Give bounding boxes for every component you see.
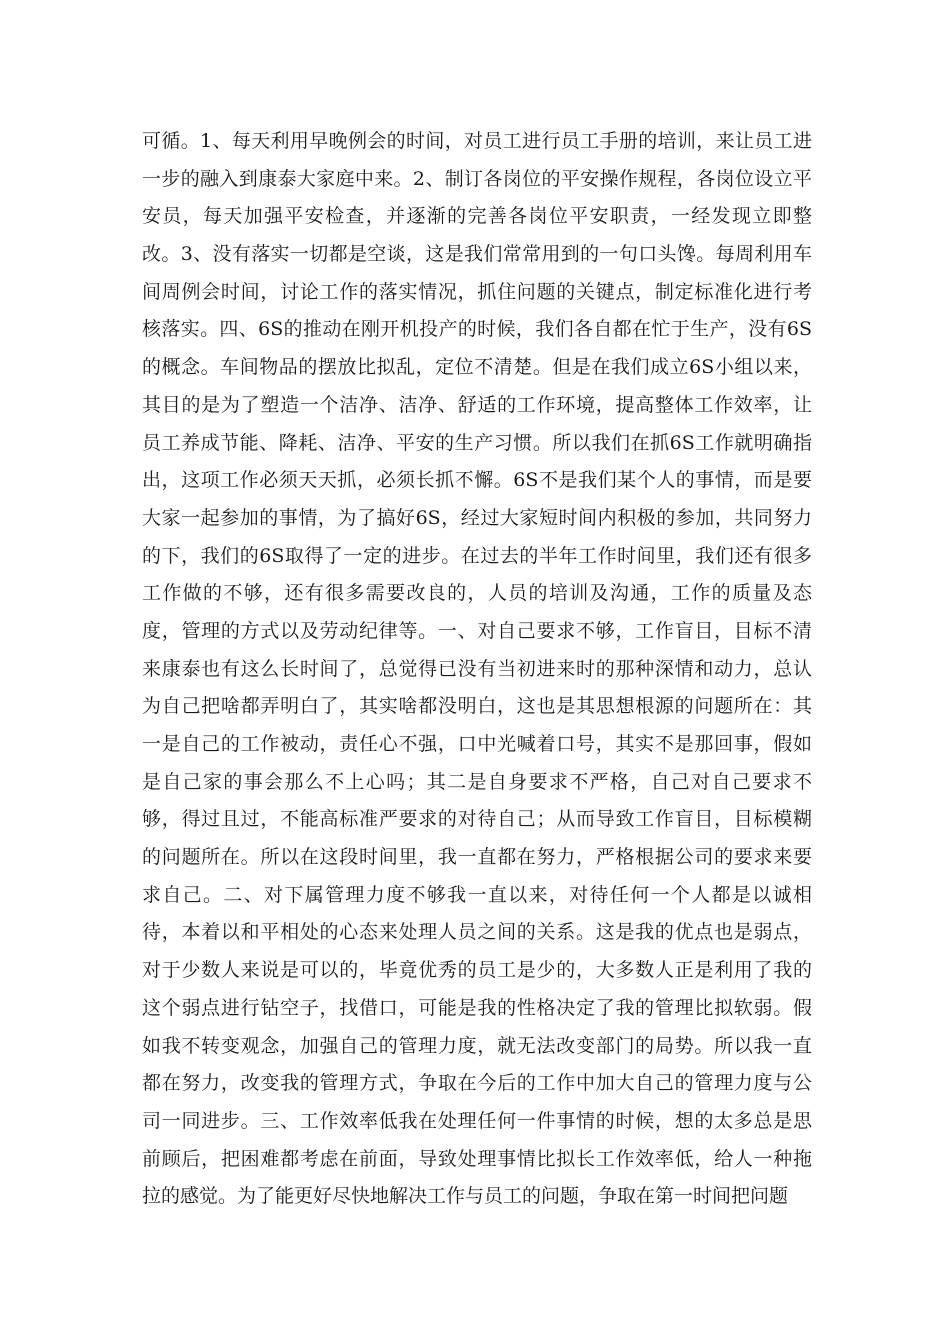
text-line: 安员，每天加强平安检查，并逐渐的完善各岗位平安职责，一经发现立即整 [142, 205, 812, 228]
text-line: 这个弱点进行钻空子，找借口，可能是我的性格决定了我的管理比拟软弱。假 [142, 996, 812, 1019]
text-line: 间周例会时间，讨论工作的落实情况，抓住问题的关键点，制定标准化进行考 [142, 280, 812, 303]
text-line: 改。3、没有落实一切都是空谈，这是我们常常用到的一句口头馋。每周利用车 [142, 243, 812, 266]
text-line: 前顾后，把困难都考虑在前面，导致处理事情比拟长工作效率低，给人一种拖 [142, 1147, 812, 1170]
text-line: 一是自己的工作被动，责任心不强，口中光喊着口号，其实不是那回事，假如 [142, 733, 812, 755]
text-line: 来康泰也有这么长时间了，总觉得已没有当初进来时的那种深情和动力，总认 [142, 657, 812, 680]
text-line: 为自己把啥都弄明白了，其实啥都没明白，这也是其思想根源的问题所在：其 [142, 695, 812, 718]
text-line: 拉的感觉。为了能更好尽快地解决工作与员工的问题，争取在第一时间把问题 [142, 1185, 789, 1208]
text-line: 大家一起参加的事情，为了搞好6S，经过大家短时间内积极的参加，共同努力 [142, 506, 812, 529]
text-line: 出，这项工作必须天天抓，必须长抓不懈。6S不是我们某个人的事情，而是要 [142, 469, 812, 492]
text-line: 核落实。四、6S的推动在刚开机投产的时候，我们各自都在忙于生产，没有6S [142, 318, 812, 341]
text-line: 司一同进步。三、工作效率低我在处理任何一件事情的时候，想的太多总是思 [142, 1109, 812, 1132]
text-line: 工作做的不够，还有很多需要改良的，人员的培训及沟通，工作的质量及态 [142, 582, 812, 605]
body-text [142, 123, 812, 1216]
text-line: 其目的是为了塑造一个洁净、洁净、舒适的工作环境，提高整体工作效率，让 [142, 393, 812, 416]
text-line: 的问题所在。所以在这段时间里，我一直都在努力，严格根据公司的要求来要 [142, 846, 812, 869]
text-line: 可循。1、每天利用早晚例会的时间，对员工进行员工手册的培训，来让员工进 [142, 130, 812, 152]
text-line: 待，本着以和平相处的心态来处理人员之间的关系。这是我的优点也是弱点， [142, 921, 812, 944]
text-line: 的概念。车间物品的摆放比拟乱，定位不清楚。但是在我们成立6S小组以来， [142, 356, 812, 379]
text-line: 一步的融入到康泰大家庭中来。2、制订各岗位的平安操作规程，各岗位设立平 [142, 167, 812, 190]
text-line: 度，管理的方式以及劳动纪律等。一、对自己要求不够，工作盲目，目标不清 [142, 619, 812, 642]
text-line: 员工养成节能、降耗、洁净、平安的生产习惯。所以我们在抓6S工作就明确指 [142, 431, 812, 454]
text-line: 都在努力，改变我的管理方式，争取在今后的工作中加大自己的管理力度与公 [142, 1072, 812, 1095]
text-line: 求自己。二、对下属管理力度不够我一直以来，对待任何一个人都是以诚相 [142, 883, 812, 906]
text-line: 够，得过且过，不能高标准严要求的对待自己；从而导致工作盲目，目标模糊 [142, 808, 812, 831]
text-line: 是自己家的事会那么不上心吗；其二是自身要求不严格，自己对自己要求不 [142, 770, 812, 793]
text-line: 对于少数人来说是可以的，毕竟优秀的员工是少的，大多数人正是利用了我的 [142, 959, 812, 982]
text-line: 如我不转变观念，加强自己的管理力度，就无法改变部门的局势。所以我一直 [142, 1034, 812, 1057]
text-line: 的下，我们的6S取得了一定的进步。在过去的半年工作时间里，我们还有很多 [142, 544, 812, 567]
